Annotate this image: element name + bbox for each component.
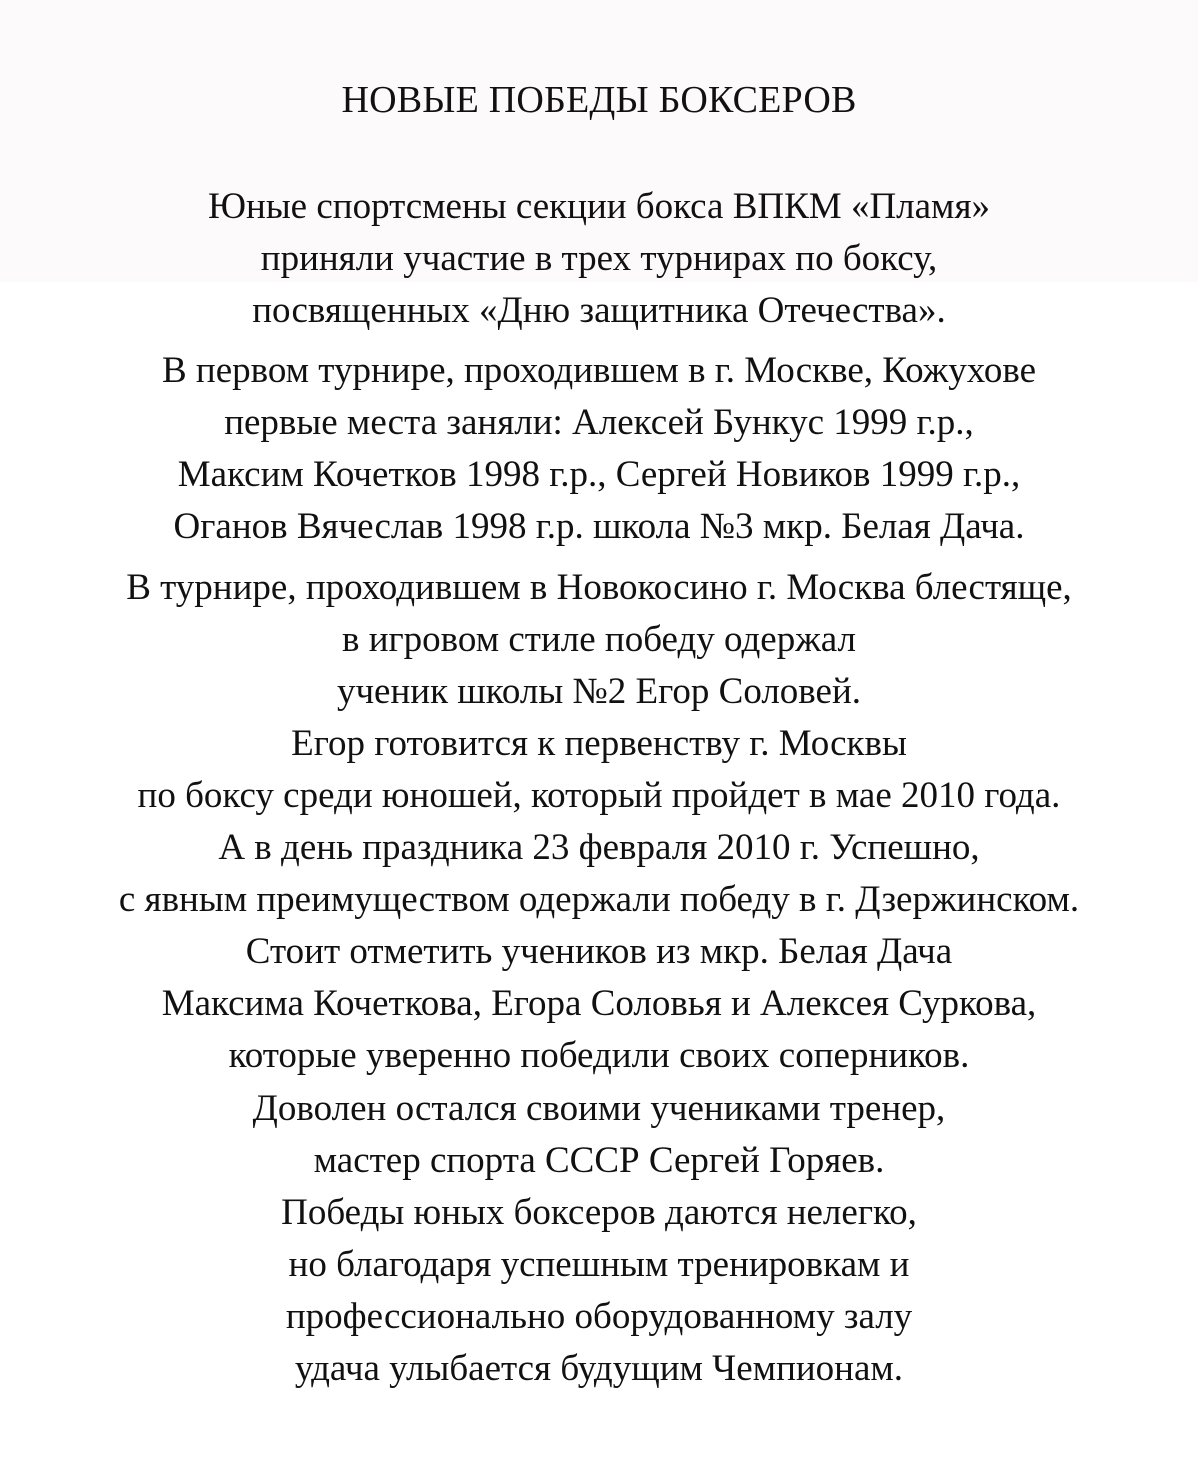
text-line: А в день праздника 23 февраля 2010 г. Успешно, bbox=[218, 827, 980, 868]
text-line: Егор готовится к первенству г. Москвы bbox=[291, 723, 907, 764]
text-line: профессионально оборудованному залу bbox=[285, 1296, 913, 1337]
text-line: но благодаря успешным тренировкам и bbox=[288, 1244, 910, 1285]
text-line: удача улыбается будущим Чемпионам. bbox=[294, 1348, 904, 1389]
text-line: которые уверенно победили своих соперников. bbox=[228, 1035, 970, 1076]
text-line: в игровом стиле победу одержал bbox=[341, 619, 856, 660]
text-line: мастер спорта СССР Сергей Горяев. bbox=[313, 1140, 885, 1181]
paragraph-novokosino-tournament bbox=[0, 562, 1198, 822]
paragraph-dzerzhinsky-tournament bbox=[0, 822, 1198, 1082]
text-line: ученик школы №2 Егор Соловей. bbox=[336, 671, 862, 712]
paragraph-first-tournament bbox=[0, 345, 1198, 553]
text-line: посвященных «Дню защитника Отечества». bbox=[252, 290, 946, 331]
text-line: первые места заняли: Алексей Бункус 1999 г.р., bbox=[224, 402, 974, 443]
text-line: Доволен остался своими учениками тренер, bbox=[252, 1088, 946, 1129]
text-line: Юные спортсмены секции бокса ВПКМ «Пламя» bbox=[207, 186, 990, 227]
text-line: с явным преимуществом одержали победу в г. Дзержинском. bbox=[118, 879, 1080, 920]
paragraph-intro bbox=[0, 181, 1198, 337]
text-line: приняли участие в трех турнирах по боксу, bbox=[260, 238, 938, 279]
text-line: В турнире, проходившем в Новокосино г. Москва блестяще, bbox=[126, 567, 1072, 608]
paragraph-coach bbox=[0, 1083, 1198, 1395]
text-line: Максим Кочетков 1998 г.р., Сергей Новиков 1999 г.р., bbox=[177, 454, 1021, 495]
text-line: Победы юных боксеров даются нелегко, bbox=[281, 1192, 917, 1233]
text-line: Максима Кочеткова, Егора Соловья и Алексея Суркова, bbox=[161, 983, 1037, 1024]
text-line: по боксу среди юношей, который пройдет в мае 2010 года. bbox=[137, 775, 1061, 816]
text-line: Оганов Вячеслав 1998 г.р. школа №3 мкр. Белая Дача. bbox=[173, 506, 1025, 547]
document-title: НОВЫЕ ПОБЕДЫ БОКСЕРОВ bbox=[341, 79, 857, 121]
text-line: В первом турнире, проходившем в г. Москве, Кожухове bbox=[161, 350, 1037, 391]
text-line: Стоит отметить учеников из мкр. Белая Дача bbox=[245, 931, 953, 972]
